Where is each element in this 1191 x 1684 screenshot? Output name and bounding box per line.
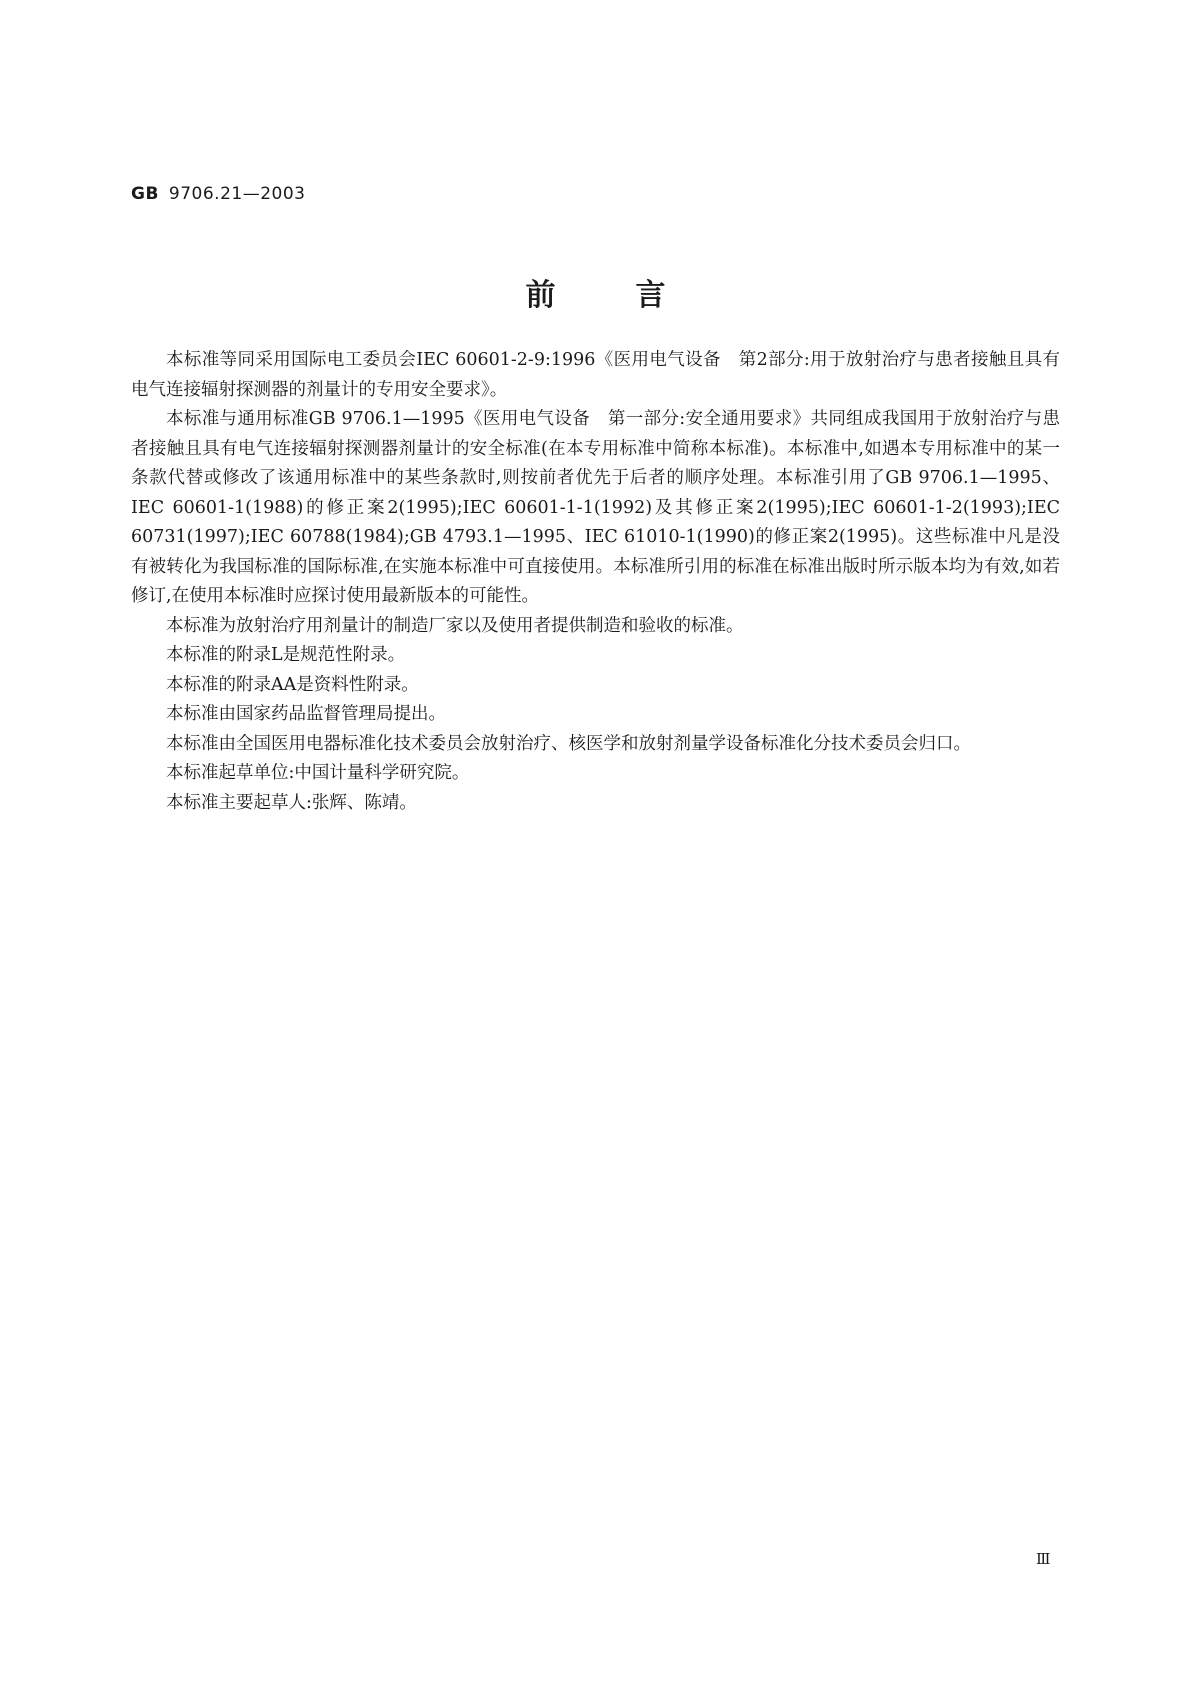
paragraph-proposer: 本标准由国家药品监督管理局提出。 (166, 704, 446, 724)
paragraph-relation: 本标准与通用标准GB 9706.1—1995《医用电气设备 第一部分:安全通用要求》共同组成我国用于放射治疗与患者接触且具有电气连接辐射探测器剂量计的安全标准(在本专用标准中简称本标准)。本标准中,如遇本专用标准中的某一条款代替或修改了该通用标准中的某些条款时,则按前者优先于后者的顺序处理。本标准引用了GB 9706.1—1995、IEC 60601-1(1988)的修正案2(1995);IEC 60601-1-1(1992)及其修正案2(1995);IEC 60601-1-2(1993);IEC 60731(1997);IEC 60788(1984);GB 4793.1—1995、IEC 61010-1(1990)的修正案2(1995)。这些标准中凡是没有被转化为我国标准的国际标准,在实施本标准中可直接使用。本标准所引用的标准在标准出版时所示版本均为有效,如若修订,在使用本标准时应探讨使用最新版本的可能性。 (131, 409, 1060, 606)
paragraph-annex-aa: 本标准的附录AA是资料性附录。 (166, 674, 419, 695)
page-number: Ⅲ (1036, 1550, 1051, 1568)
standard-code-number: 9706.21—2003 (168, 184, 306, 204)
paragraph-annex-l: 本标准的附录L是规范性附录。 (166, 645, 406, 665)
standard-code (131, 184, 306, 204)
page-title: 前言 (525, 278, 746, 313)
paragraph-adoption: 本标准等同采用国际电工委员会IEC 60601-2-9:1996《医用电气设备 第2部分:用于放射治疗与患者接触且具有电气连接辐射探测器的剂量计的专用安全要求》。 (131, 350, 1060, 400)
paragraph-purpose: 本标准为放射治疗用剂量计的制造厂家以及使用者提供制造和验收的标准。 (166, 615, 744, 636)
paragraph-drafting-unit: 本标准起草单位:中国计量科学研究院。 (166, 763, 470, 783)
standard-code-prefix: GB (131, 184, 159, 204)
foreword-body (131, 346, 1060, 818)
paragraph-drafters: 本标准主要起草人:张辉、陈靖。 (166, 792, 417, 813)
paragraph-committee: 本标准由全国医用电器标准化技术委员会放射治疗、核医学和放射剂量学设备标准化分技术委员会归口。 (166, 733, 971, 754)
